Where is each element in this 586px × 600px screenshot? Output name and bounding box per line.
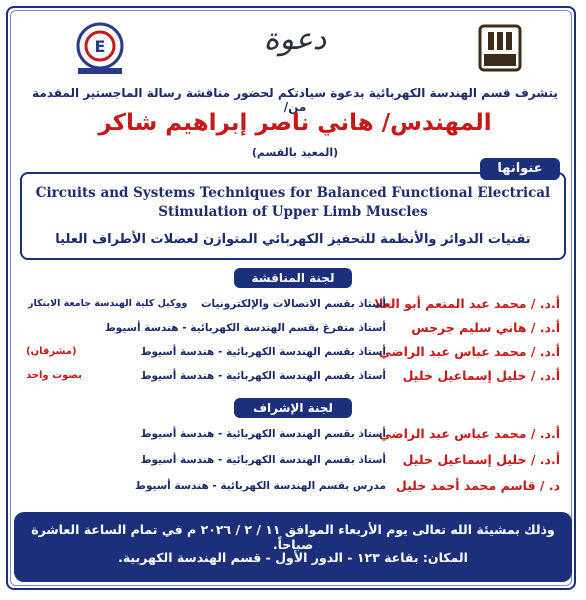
thesis-english-title: Circuits and Systems Techniques for Balanced Functional Electrical Stimulation of Upper Limb Muscles bbox=[35, 185, 551, 220]
member-name: أ.د. / خليل إسماعيل خليل bbox=[402, 368, 560, 383]
committee-row bbox=[20, 318, 566, 340]
member-name: أ.د. / محمد عباس عبد الراضي bbox=[378, 344, 560, 359]
committee-row bbox=[20, 366, 566, 388]
member-name: أ.د. / خليل إسماعيل خليل bbox=[402, 452, 560, 467]
supervision-row bbox=[20, 476, 566, 498]
member-title: أستاذ بقسم الهندسة الكهربائية - هندسة أسيوط bbox=[140, 454, 386, 466]
supervision-tag: لجنة الإشراف bbox=[234, 398, 352, 418]
member-title: أستاذ متفرغ بقسم الهندسة الكهربائية - هندسة أسيوط bbox=[104, 322, 386, 334]
candidate-note: (المعيد بالقسم) bbox=[251, 146, 339, 159]
member-title: أستاذ بقسم الاتصالات والإلكترونيات bbox=[200, 298, 386, 310]
member-name: د. / قاسم محمد أحمد خليل bbox=[395, 478, 560, 493]
supervision-row bbox=[20, 424, 566, 446]
supervisor-note: (مشرفان) bbox=[26, 346, 77, 357]
member-extra: ووكيل كلية الهندسة جامعة الابتكار bbox=[28, 298, 188, 309]
supervision-row bbox=[20, 450, 566, 472]
committee-row bbox=[20, 294, 566, 316]
member-title: أستاذ بقسم الهندسة الكهربائية - هندسة أسيوط bbox=[140, 370, 386, 382]
vote-note: بصوت واحد bbox=[26, 370, 83, 381]
candidate-name: المهندس/ هاني ناصر إبراهيم شاكر bbox=[98, 110, 492, 136]
footer-banner bbox=[14, 512, 572, 582]
invitation-calligraphy: دعوة bbox=[263, 22, 327, 57]
svg-text:E: E bbox=[94, 37, 106, 56]
member-title: أستاذ بقسم الهندسة الكهربائية - هندسة أسيوط bbox=[140, 428, 386, 440]
university-logo bbox=[470, 18, 530, 78]
member-name: أ.د. / محمد عباس عبد الراضي bbox=[378, 426, 560, 441]
member-title: أستاذ بقسم الهندسة الكهربائية - هندسة أسيوط bbox=[140, 346, 386, 358]
member-name: أ.د. / محمد عبد المنعم أبو العلا bbox=[374, 296, 560, 311]
member-name: أ.د. / هاني سليم جرجس bbox=[411, 320, 560, 335]
member-title: مدرس بقسم الهندسة الكهربائية - هندسة أسيوط bbox=[135, 480, 386, 492]
date-line: وذلك بمشيئة الله تعالى يوم الأربعاء الموافق ١١ / ٢ / ٢٠٢٦ م في تمام الساعة العاشرة صباحاً. bbox=[31, 522, 555, 552]
thesis-tag: عنوانها bbox=[480, 158, 560, 180]
committee-tag: لجنة المناقشة bbox=[234, 268, 352, 288]
invitation-intro: يتشرف قسم الهندسة الكهربائية بدعوة سيادتكم لحضور مناقشة رسالة الماجستير المقدمة من/ bbox=[32, 86, 558, 114]
committee-row bbox=[20, 342, 566, 364]
faculty-logo bbox=[70, 18, 130, 78]
thesis-arabic-title: تقنيات الدوائر والأنظمة للتحفيز الكهربائي المتوازن لعضلات الأطراف العليا bbox=[55, 232, 531, 247]
place-line: المكان: بقاعة ١٢٣ - الدور الأول - قسم الهندسة الكهربية. bbox=[118, 550, 468, 565]
